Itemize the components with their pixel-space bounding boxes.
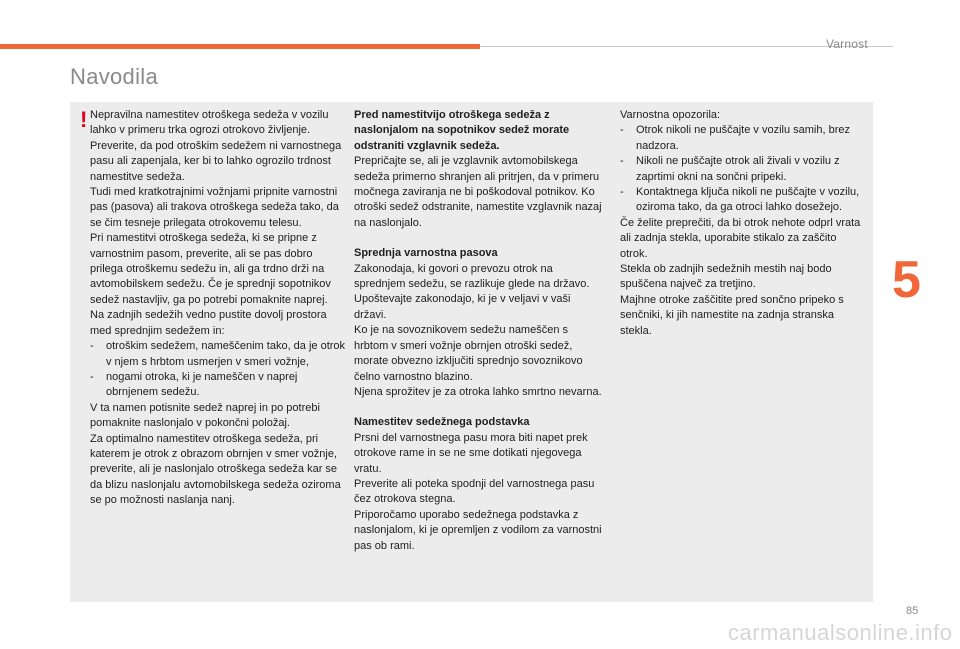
paragraph: Preverite, da pod otroškim sedežem ni varnostnega pasu ali zapenjala, ker bi to lahko ogrozilo trdnost namestitve sedeža. xyxy=(90,139,342,183)
list-item-text: nogami otroka, ki je nameščen v naprej obrnjenem sedežu. xyxy=(106,370,298,399)
paragraph: V ta namen potisnite sedež naprej in po potrebi pomaknite naslonjalo v pokončni položaj. xyxy=(90,401,320,430)
paragraph: Tudi med kratkotrajnimi vožnjami pripnite varnostni pas (pasova) ali trakova otroškega sedeža tako, da se čim tesneje prilegata otrokovemu telesu. xyxy=(90,186,339,229)
paragraph: Preverite ali poteka spodnji del varnostnega pasu čez otrokova stegna. xyxy=(354,477,595,506)
section-heading: Pred namestitvijo otroškega sedeža z naslonjalom na sopotnikov sedež morate odstraniti vzglavnik sedeža. xyxy=(354,109,570,152)
paragraph: Prsni del varnostnega pasu mora biti napet prek otrokove rame in se ne sme dotikati njegovega vratu. xyxy=(354,431,588,475)
paragraph: Varnostna opozorila: xyxy=(620,109,721,121)
warning-icon: ! xyxy=(80,107,88,132)
page-title: Navodila xyxy=(70,64,159,89)
paragraph: Za optimalno namestitev otroškega sedeža, pri katerem je otrok z obrazom obrnjen v smer vožnje, preverite, ali je naslonjalo otroškega sedeža kar se da blizu naslonjalu avtomobilskega sedeža oziroma se po možnosti naslanja nanj. xyxy=(90,432,341,507)
list-item: - Kontaktnega ključa nikoli ne puščajte v vozilu, oziroma tako, da ga otroci lahko dosežejo. xyxy=(620,185,865,216)
list-item-text: Kontaktnega ključa nikoli ne puščajte v vozilu, oziroma tako, da ga otroci lahko dosežejo. xyxy=(636,186,860,214)
list-item-text: Nikoli ne puščajte otrok ali živali v vozilu z zaprtimi okni na sončni pripeki. xyxy=(636,155,840,183)
section-heading: Sprednja varnostna pasova xyxy=(354,247,498,260)
chapter-number: 5 xyxy=(892,251,921,309)
column-left xyxy=(90,108,348,509)
paragraph: Ko je na sovoznikovem sedežu nameščen s hrbtom v smeri vožnje obrnjen otroški sedež, morate obvezno izključiti sprednjo sovoznikovo čelno varnostno blazino. xyxy=(354,324,583,383)
header-accent-bar xyxy=(0,44,480,49)
list-item: - nogami otroka, ki je nameščen v naprej obrnjenem sedežu. xyxy=(90,370,348,401)
watermark: carmanualsonline.info xyxy=(728,620,953,645)
list-item-text: Otrok nikoli ne puščajte v vozilu samih, brez nadzora. xyxy=(636,124,850,152)
paragraph: Priporočamo uporabo sedežnega podstavka z naslonjalom, ki je opremljen z vodilom za varnostni pas ob rami. xyxy=(354,508,602,552)
list-item: - otroškim sedežem, nameščenim tako, da je otrok v njem s hrbtom usmerjen v smeri vožnje, xyxy=(90,339,348,370)
section-label: Varnost xyxy=(826,37,868,51)
paragraph: Njena sprožitev je za otroka lahko smrtno nevarna. xyxy=(354,385,602,398)
paragraph: Nepravilna namestitev otroškega sedeža v vozilu lahko v primeru trka ogrozi otrokovo življenje. xyxy=(90,109,329,137)
column-middle xyxy=(354,108,604,554)
paragraph: Na zadnjih sedežih vedno pustite dovolj prostora med sprednjim sedežem in: xyxy=(90,309,327,337)
page-number: 85 xyxy=(906,605,919,617)
paragraph: Prepričajte se, ali je vzglavnik avtomobilskega sedeža primerno shranjen ali pritrjen, da v primeru močnega zaviranja ne bi poškodoval potnikov. Ko otroški sedež odstranite, namestite vzglavnik nazaj na naslonjalo. xyxy=(354,155,602,229)
paragraph: Majhne otroke zaščitite pred sončno pripeko s senčniki, ki jih namestite na zadnja stranska stekla. xyxy=(620,293,844,337)
paragraph: Zakonodaja, ki govori o prevozu otrok na sprednjem sedežu, se razlikuje glede na državo. Upoštevajte zakonodajo, ki je v veljavi v vaši državi. xyxy=(354,262,590,321)
list-item: - Otrok nikoli ne puščajte v vozilu samih, brez nadzora. xyxy=(620,123,865,154)
list-item: - Nikoli ne puščajte otrok ali živali v vozilu z zaprtimi okni na sončni pripeki. xyxy=(620,154,865,185)
paragraph: Pri namestitvi otroškega sedeža, ki se pripne z varnostnim pasom, preverite, ali se pas dobro prilega otroškemu sedežu in, ali ga trdno drži na avtomobilskem sedežu. Če je sprednji sopotnikov sedež nastavljiv, ga po potrebi pomaknite naprej. xyxy=(90,232,331,306)
section-heading: Namestitev sedežnega podstavka xyxy=(354,416,530,429)
paragraph: Stekla ob zadnjih sedežnih mestih naj bodo spuščena največ za tretjino. xyxy=(620,263,832,291)
paragraph: Če želite preprečiti, da bi otrok nehote odprl vrata ali zadnja stekla, uporabite stikalo za zaščito otrok. xyxy=(620,216,861,260)
column-right xyxy=(620,108,865,339)
list-item-text: otroškim sedežem, nameščenim tako, da je otrok v njem s hrbtom usmerjen v smeri vožnje, xyxy=(106,340,346,368)
